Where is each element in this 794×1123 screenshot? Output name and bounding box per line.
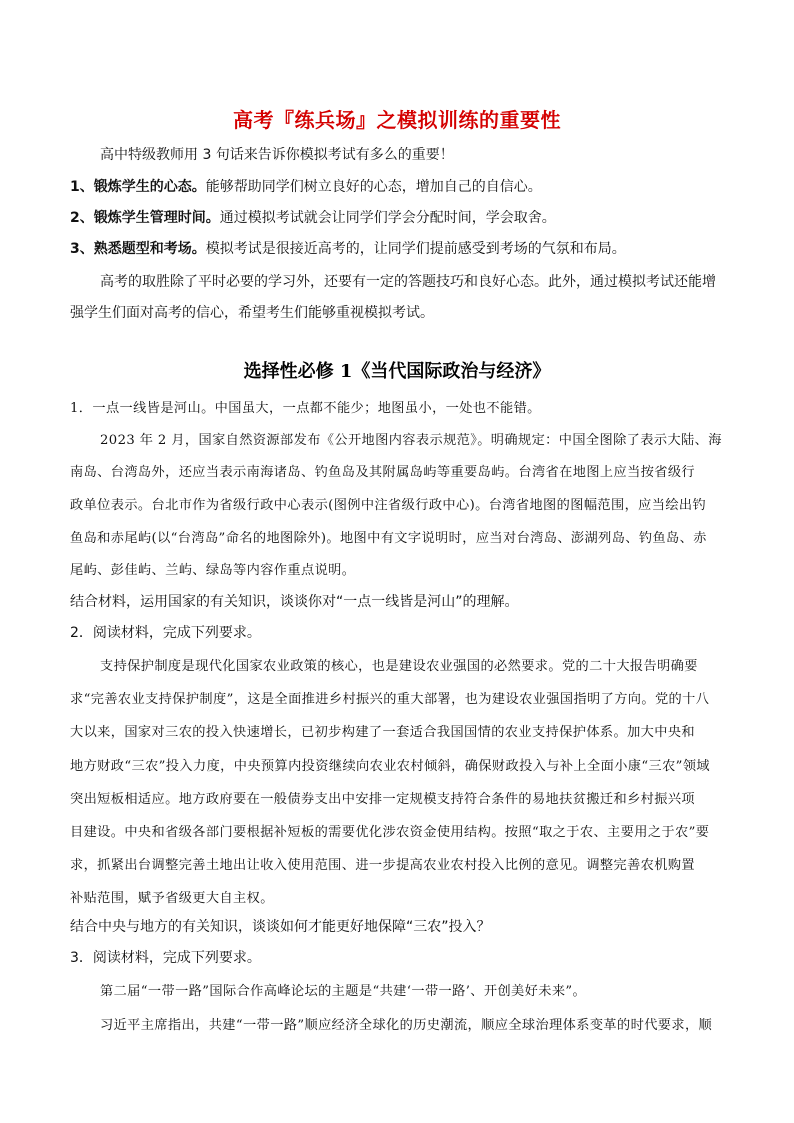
point-number: 2、 [70,210,94,226]
question-1-prompt: 结合材料，运用国家的有关知识，谈谈你对“一点一线皆是河山”的理解。 [70,594,519,610]
point-1 [70,178,730,196]
point-heading: 熟悉题型和考场。 [93,241,206,257]
point-text: 能够帮助同学们树立良好的心态，增加自己的自信心。 [205,179,542,195]
material-line: 地方财政“三农”投入力度，中央预算内投资继续向农业农村倾斜，确保财政投入与补上全面小康“三农”领域 [70,759,711,774]
material-line: 求，抓紧出台调整完善土地出让收入使用范围、进一步提高农业农村投入比例的意见。调整完善农机购置 [70,858,696,873]
intro-text: 高中特级教师用 3 句话来告诉你模拟考试有多么的重要！ [100,147,454,163]
question-2-heading: 2．阅读材料，完成下列要求。 [70,625,261,641]
material-line: 求“完善农业支持保护制度”，这是全面推进乡村振兴的重大部署，也为建设农业强国指明了方向。党的十八 [70,692,710,707]
point-text: 模拟考试是很接近高考的，让同学们提前感受到考场的气氛和布局。 [205,241,626,257]
material-line: 第二届“一带一路”国际合作高峰论坛的主题是“共建‘一带一路’、开创美好未来”。 [100,984,587,999]
point-number: 3、 [70,241,94,257]
material-line: 2023 年 2 月，国家自然资源部发布《公开地图内容表示规范》。明确规定：中国全图除了表示大陆、海 [100,433,722,448]
material-line: 大以来，国家对三农的投入快速增长，已初步构建了一套适合我国国情的农业支持保护体系。加大中央和 [70,725,696,740]
material-line: 鱼岛和赤尾屿(以“台湾岛”命名的地图除外)。地图中有文字说明时，应当对台湾岛、澎湖列岛、钓鱼岛、赤 [70,531,707,546]
point-text: 通过模拟考试就会让同学们学会分配时间，学会取舍。 [219,210,556,226]
point-number: 1、 [70,179,94,195]
question-3-heading: 3．阅读材料，完成下列要求。 [70,950,261,966]
section-title: 选择性必修 1《当代国际政治与经济》 [243,361,551,382]
question-1-heading: 1．一点一线皆是河山。中国虽大，一点都不能少；地图虽小，一处也不能错。 [70,401,541,416]
material-line: 补贴范围，赋予省级更大自主权。 [70,891,274,906]
material-line: 支持保护制度是现代化国家农业政策的核心，也是建设农业强国的必然要求。党的二十大报告明确要 [100,659,698,674]
material-line: 目建设。中央和省级各部门要根据补短板的需要优化涉农资金使用结构。按照“取之于农、主要用之于农”要 [70,825,710,840]
material-line: 尾屿、彭佳屿、兰屿、绿岛等内容作重点说明。 [70,563,356,578]
closing-line: 强学生们面对高考的信心，希望考生们能够重视模拟考试。 [70,305,434,321]
material-line: 习近平主席指出，共建“一带一路”顺应经济全球化的历史潮流，顺应全球治理体系变革的时代要求，顺 [100,1018,713,1033]
material-line: 政单位表示。台北市作为省级行政中心表示(图例中注省级行政中心)。台湾省地图的图幅范围，应当绘出钓 [70,498,707,513]
point-3 [70,240,730,258]
point-heading: 锻炼学生管理时间。 [93,210,220,226]
closing-line: 高考的取胜除了平时必要的学习外，还要有一定的答题技巧和良好心态。此外，通过模拟考试还能增 [100,274,716,290]
question-2-prompt: 结合中央与地方的有关知识，谈谈如何才能更好地保障“三农”投入？ [70,919,491,935]
material-line: 突出短板相适应。地方政府要在一般债券支出中安排一定规模支持符合条件的易地扶贫搬迁和乡村振兴项 [70,792,696,807]
material-line: 南岛、台湾岛外，还应当表示南海诸岛、钓鱼岛及其附属岛屿等重要岛屿。台湾省在地图上应当按省级行 [70,465,696,480]
point-heading: 锻炼学生的心态。 [93,179,206,195]
page-title: 高考『练兵场』之模拟训练的重要性 [233,108,561,132]
point-2 [70,209,730,227]
